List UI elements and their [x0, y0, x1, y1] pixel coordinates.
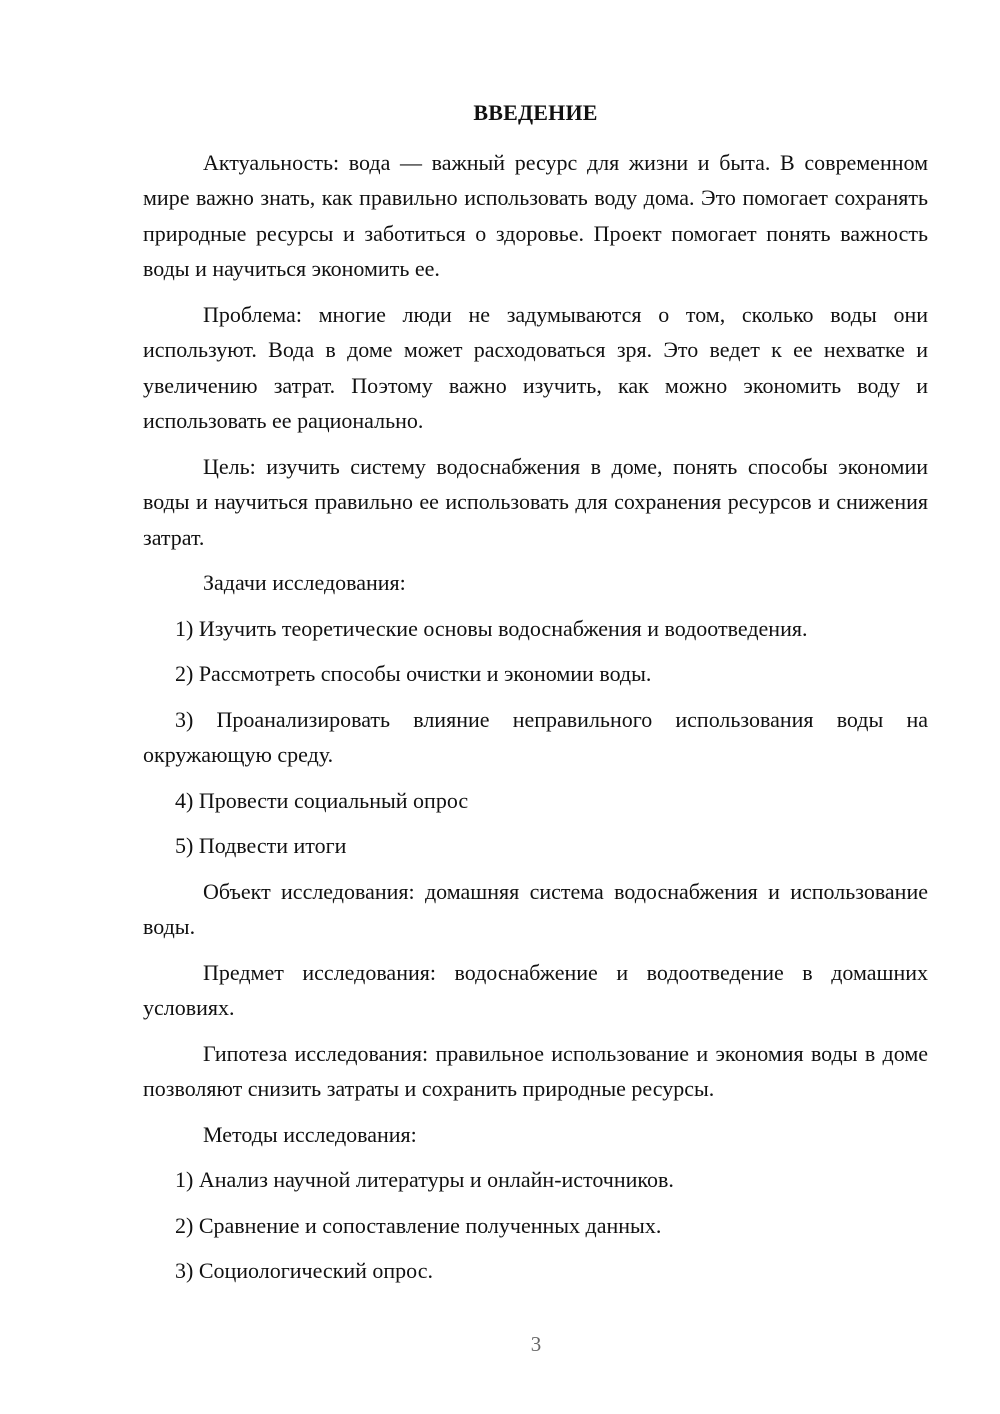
task-item-1: 1) Изучить теоретические основы водоснабжения и водоотведения. — [175, 615, 808, 641]
method-item-3: 3) Социологический опрос. — [175, 1258, 433, 1283]
paragraph-goal: Цель: изучить систему водоснабжения в доме, понять способы экономии воды и научиться правильно ее использовать для сохранения ресурсов и снижения затрат. — [143, 453, 928, 550]
task-item-2: 2) Рассмотреть способы очистки и экономии воды. — [175, 661, 652, 686]
method-item-1: 1) Анализ научной литературы и онлайн-источников. — [175, 1167, 674, 1192]
paragraph-problem: Проблема: многие люди не задумываются о том, сколько воды они используют. Вода в доме может расходоваться зря. Это ведет к ее нехватке и увеличению затрат. Поэтому важно изучить, как можно экономить воду и использовать ее рационально. — [143, 301, 928, 433]
method-item-2: 2) Сравнение и сопоставление полученных данных. — [175, 1212, 662, 1238]
section-heading: ВВЕДЕНИЕ — [473, 100, 598, 125]
tasks-title: Задачи исследования: — [203, 570, 406, 595]
paragraph-object: Объект исследования: домашняя система водоснабжения и использование воды. — [143, 878, 928, 939]
methods-title: Методы исследования: — [203, 1121, 417, 1147]
paragraph-subject: Предмет исследования: водоснабжение и водоотведение в домашних условиях. — [143, 959, 928, 1020]
task-item-5: 5) Подвести итоги — [175, 833, 347, 858]
task-item-3: 3) Проанализировать влияние неправильного использования воды на окружающую среду. — [143, 706, 928, 767]
paragraph-hypothesis: Гипотеза исследования: правильное использование и экономия воды в доме позволяют снизить затраты и сохранить природные ресурсы. — [143, 1040, 928, 1101]
task-item-4: 4) Провести социальный опрос — [175, 787, 469, 813]
page-number: 3 — [530, 1332, 542, 1356]
paragraph-actuality: Актуальность: вода — важный ресурс для жизни и быта. В современном мире важно знать, как правильно использовать воду дома. Это помогает сохранять природные ресурсы и заботиться о здоровье. Проект помогает понять важность воды и научиться экономить ее. — [143, 149, 928, 281]
page-content — [143, 95, 928, 1299]
